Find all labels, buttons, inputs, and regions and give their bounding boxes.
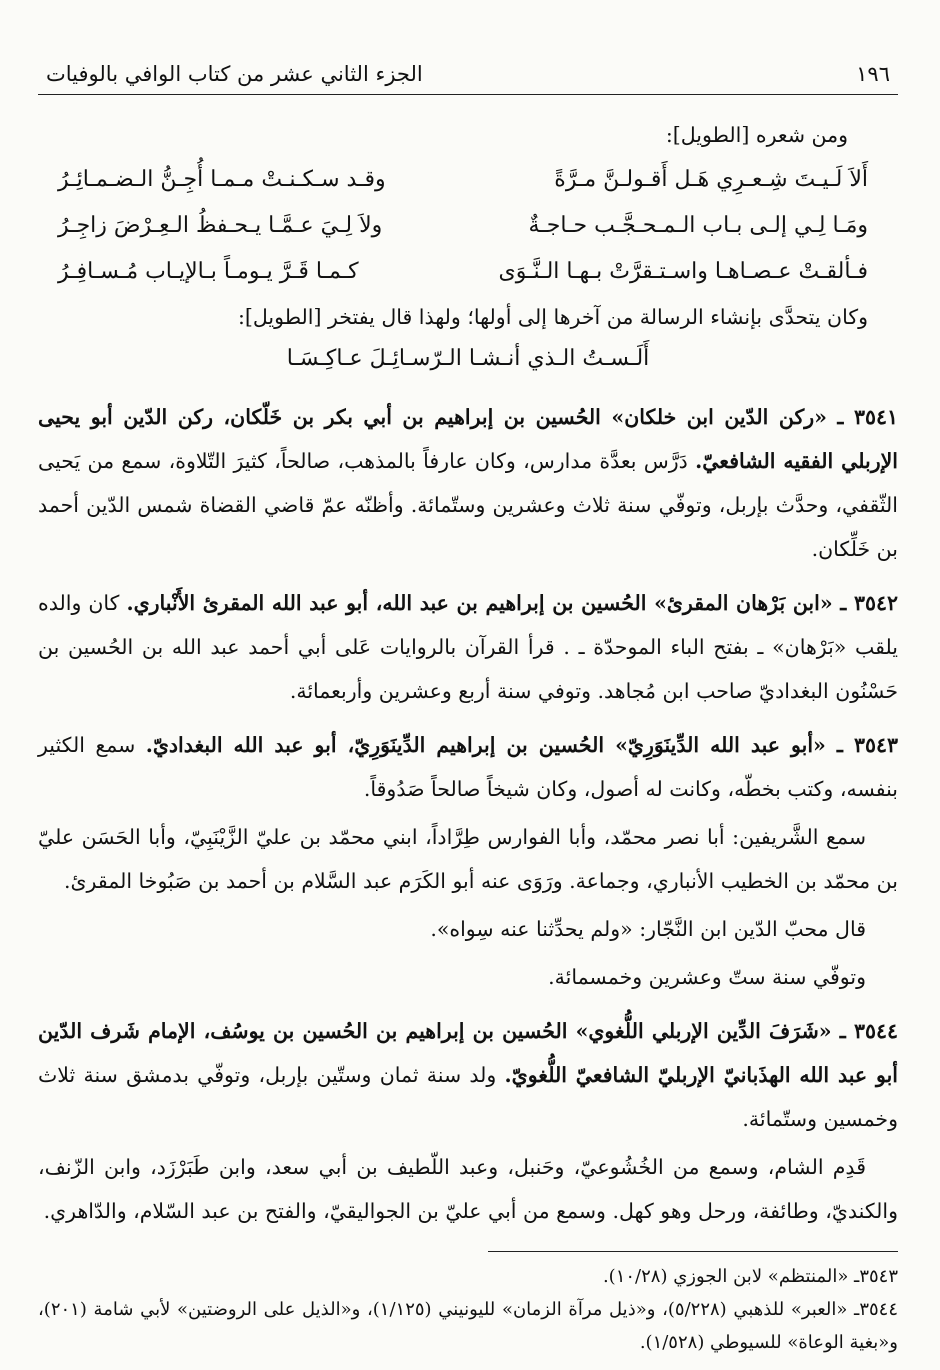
poem-intro: وكان يتحدَّى بإنشاء الرسالة من آخرها إلى أولها؛ ولهذا قال يفتخر [الطويل]: [238, 305, 868, 329]
verse-line [38, 157, 898, 203]
footnote: ٣٥٤٣ـ «المنتظم» لابن الجوزي (١٠/٢٨). [602, 1266, 898, 1287]
verse-hemistich-second: كـمـا قَـرَّ يـومـاً بـالإيـاب مُـسـافِـرُ [58, 259, 359, 284]
verse-hemistich-second: ولاَ لِـيَ عـمَّـا يـحـفظُ الـعِـرْضَ زاجِـرُ [58, 213, 383, 238]
verse-hemistich-first: فـألقـتْ عـصـاهـا واسـتـقرَّتْ بـهـا الـنَّـوَى [498, 259, 868, 284]
footnotes [38, 1251, 898, 1359]
entry-heading: ٣٥٤١ ـ «ركن الدّين ابن خلكان» الحُسين بن إبراهيم بن أبي بكر بن خَلّكان، ركن الدّين أبو يحيى الإربلي الفقيه الشافعيّ. [38, 405, 898, 473]
entry-text: دَرَّس بعدَّة مدارس، وكان عارفاً بالمذهب، صالحاً، كثيرَ التّلاوة، سمع من يَحيى الثّقفي، وحدَّث بإربل، وتوفّي سنة ثلاث وعشرين وستّمائة. وأظنّه عمّ قاضي القضاة شمس الدّين أحمد بن خَلِّكان. [38, 449, 898, 561]
entry-text: ولد سنة ثمان وستّين بإربل، وتوفّي بدمشق سنة ثلاث وخمسين وستّمائة. [38, 1063, 898, 1131]
biography-entry [38, 1009, 898, 1233]
entry-heading: ٣٥٤٤ ـ «شَرَفَ الدِّين الإربلي اللُّغوي» الحُسين بن إبراهيم بن الحُسين بن يوسُف، الإمام شَرف الدّين أبو عبد الله الهذَبانيّ الإربليّ الشافعيّ اللُّغويّ. [38, 1019, 898, 1087]
verse-line [38, 249, 898, 295]
entry-paragraph: وتوفّي سنة ستّ وعشرين وخمسمائة. [548, 965, 866, 989]
verse-hemistich-first: أَلاَ لَـيـتَ شِـعـرِي هَـل أَقـولـنَّ مـرَّةً [554, 167, 868, 192]
footnote-divider [488, 1251, 898, 1252]
entry-paragraph: قَدِم الشام، وسمع من الخُشُوعيّ، وحَنبل، وعبد اللّطيف بن أبي سعد، وابن طَبَرْزَد، وابن الزّنف، والكنديّ، وطائفة، ورحل وهو كهل. وسمع من أبي عليّ بن الجواليقيّ، والفتح بن عبد السّلام، والدّاهري. [38, 1155, 898, 1223]
poem [38, 157, 898, 295]
entry-paragraph: قال محبّ الدّين ابن النَّجّار: «ولم يحدِّثنا عنه سِواه». [430, 917, 866, 941]
running-title: الجزء الثاني عشر من كتاب الوافي بالوفيات [46, 62, 423, 86]
page-header [38, 62, 898, 95]
footnote: ٣٥٤٤ـ «العبر» للذهبي (٥/٢٢٨)، و«ذيل مرآة الزمان» لليونيني (١/١٢٥)، و«الذيل على الروضتين» لأبي شامة (٢٠١)، و«بغية الوعاة» للسيوطي (١/٥٢٨). [38, 1299, 899, 1353]
single-verse: أَلَـسـتُ الـذي أنـشـا الـرّسـائِـلَ عـاكِـسَـا [286, 346, 650, 371]
entry-heading: ٣٥٤٢ ـ «ابن بَرْهان المقرئ» الحُسين بن إبراهيم بن عبد الله، أبو عبد الله المقرئ الأَنْباري. [126, 591, 899, 615]
entry-heading: ٣٥٤٣ ـ «أبو عبد الله الدِّينَوَرِيّ» الحُسين بن إبراهيم الدِّينَوَرِيّ، أبو عبد الله البغداديّ. [145, 733, 898, 757]
biography-entry [38, 723, 898, 999]
entry-paragraph: سمع الشَّريفين: أبا نصر محمّد، وأبا الفوارس طِرَّاداً، ابني محمّد بن عليّ الزَّيْنَبِيّ، وأبا الحَسَن عليّ بن محمّد بن الخطيب الأنباري، وجماعة. ورَوَى عنه أبو الكَرَم عبد السَّلام بن أحمد بن صَبُوخا المقرئ. [38, 825, 898, 893]
verse-hemistich-first: ومَـا لِـي إلـى بـاب الـمـحـجَّـب حـاجـةٌ [528, 213, 868, 238]
biography-entry [38, 395, 898, 571]
poem-intro: ومن شعره [الطويل]: [665, 123, 848, 147]
entry-text: سمع الكثير بنفسه، وكتب بخطّه، وكانت له أصول، وكان شيخاً صالحاً صَدُوقاً. [38, 733, 898, 801]
biography-entry [38, 581, 898, 713]
entry-text: كان والده يلقب «بَرْهان» ـ بفتح الباء الموحدّة ـ . قرأ القرآن بالروايات عَلى أبي أحمد عبد الله بن الحُسين بن حَسْنُون البغداديّ صاحب ابن مُجاهد. وتوفي سنة أربع وعشرين وأربعمائة. [38, 591, 898, 703]
verse-line [38, 203, 898, 249]
page-number: ١٩٦ [856, 62, 890, 86]
verse-hemistich-second: وقـد سـكـنـتْ مـمـا أُجِـنُّ الـضـمـائِـرُ [58, 167, 386, 192]
page-body [38, 113, 898, 1359]
